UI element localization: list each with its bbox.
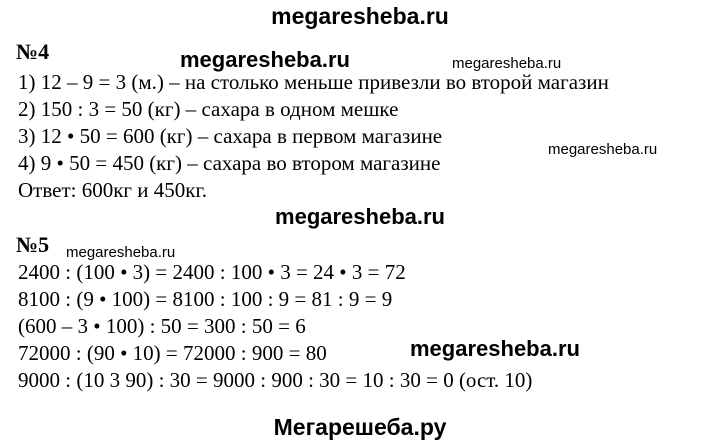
task4-line-3: 3) 12 • 50 = 600 (кг) – сахара в первом магазине: [18, 124, 443, 148]
task4-number: №4: [16, 39, 50, 64]
task4-line-1: 1) 12 – 9 = 3 (м.) – на столько меньше привезли во второй магазин: [18, 70, 609, 94]
header-watermark: megaresheba.ru: [271, 3, 449, 29]
task5-line-5: 9000 : (10 3 90) : 30 = 9000 : 900 : 30 = 10 : 30 = 0 (ост. 10): [18, 368, 533, 392]
task5-number: №5: [16, 232, 50, 257]
task5-line-1: 2400 : (100 • 3) = 2400 : 100 • 3 = 24 • 3 = 72: [18, 260, 406, 284]
footer-watermark: Мегарешеба.ру: [273, 414, 447, 440]
watermark-bold-3: megaresheba.ru: [410, 336, 580, 361]
watermark-small-2: megaresheba.ru: [548, 141, 658, 158]
task4-answer: Ответ: 600кг и 450кг.: [18, 178, 207, 202]
task4-line-4: 4) 9 • 50 = 450 (кг) – сахара во втором магазине: [18, 151, 441, 175]
task5-line-3: (600 – 3 • 100) : 50 = 300 : 50 = 6: [18, 314, 306, 338]
watermark-bold-2: megaresheba.ru: [275, 204, 445, 229]
watermark-bold-1: megaresheba.ru: [180, 47, 350, 72]
watermark-small-1: megaresheba.ru: [452, 55, 562, 72]
task5-line-2: 8100 : (9 • 100) = 8100 : 100 : 9 = 81 : 9 = 9: [18, 287, 393, 311]
task5-line-4: 72000 : (90 • 10) = 72000 : 900 = 80: [18, 341, 327, 365]
watermark-small-3: megaresheba.ru: [66, 244, 176, 261]
task4-line-2: 2) 150 : 3 = 50 (кг) – сахара в одном мешке: [18, 97, 399, 121]
